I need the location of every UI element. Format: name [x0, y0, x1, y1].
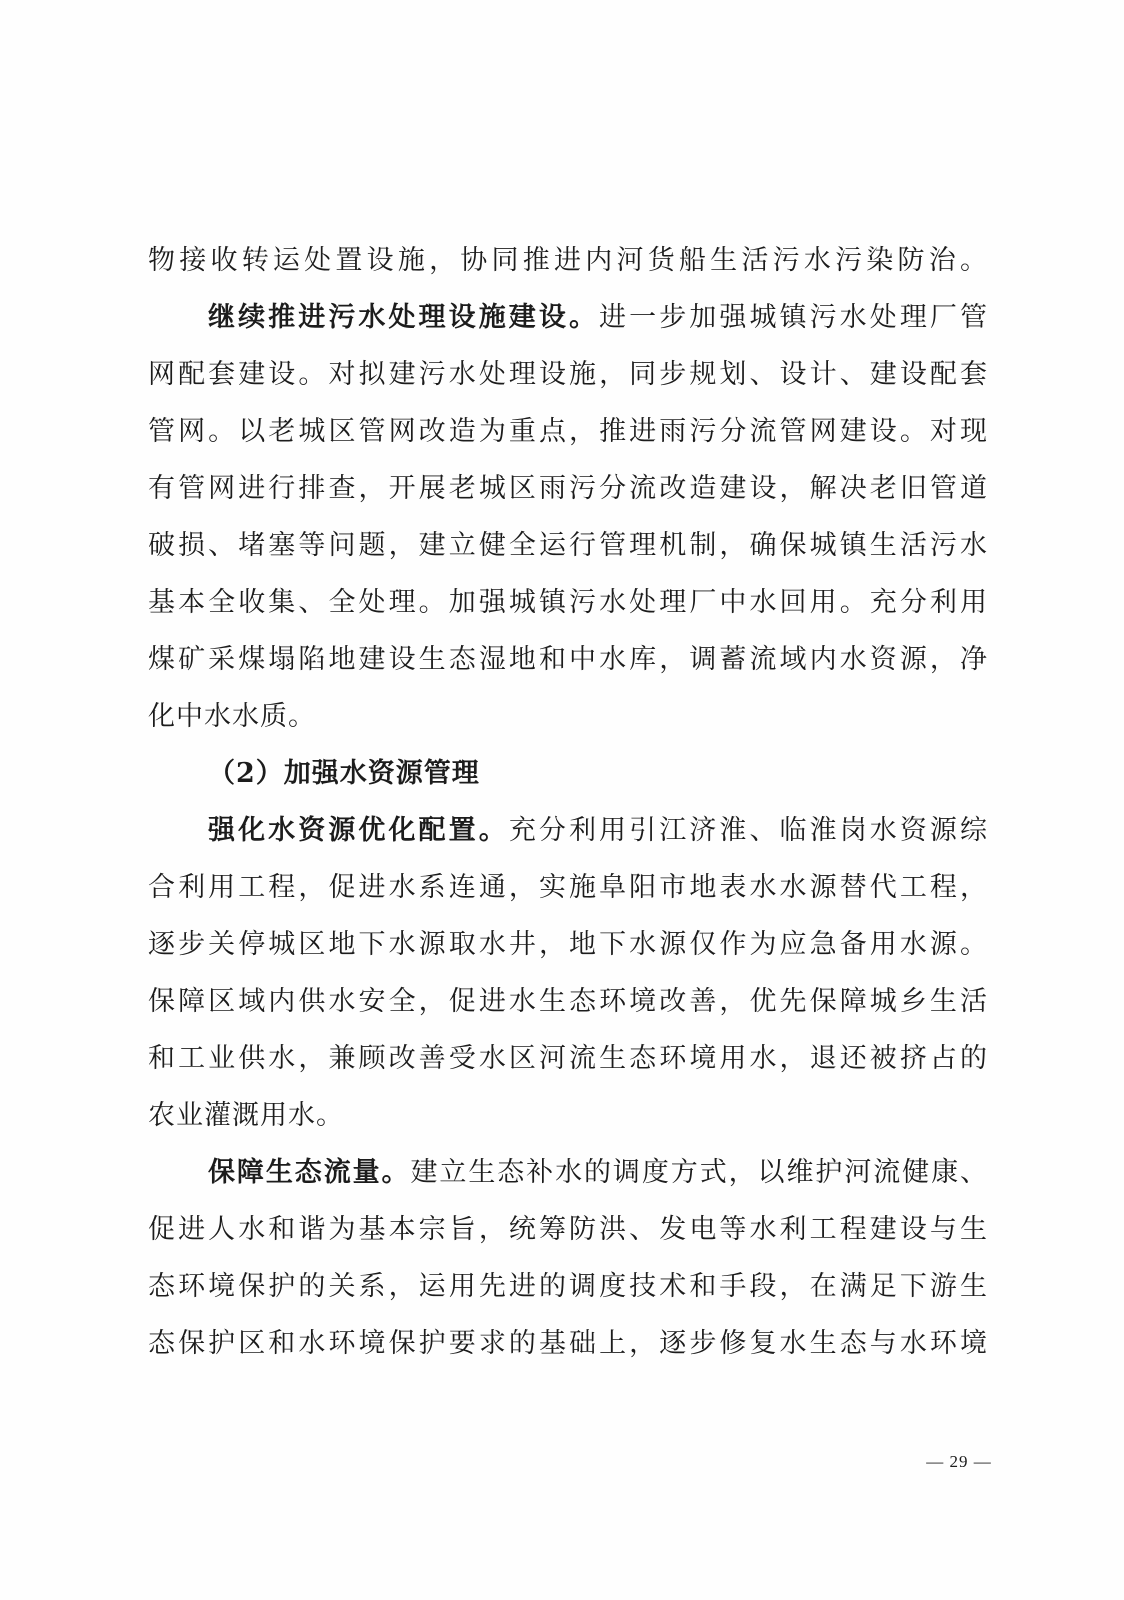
text-line: 态保护区和水环境保护要求的基础上，逐步修复水生态与水环境 — [148, 1328, 988, 1359]
text-line: 有管网进行排查，开展老城区雨污分流改造建设，解决老旧管道 — [148, 473, 988, 504]
text-line: 合利用工程，促进水系连通，实施阜阳市地表水水源替代工程， — [148, 872, 988, 903]
body-text — [148, 232, 988, 1372]
section-heading: （2）加强水资源管理 — [208, 758, 480, 789]
text-line: 管网。以老城区管网改造为重点，推进雨污分流管网建设。对现 — [148, 416, 988, 447]
text-line: 态环境保护的关系，运用先进的调度技术和手段，在满足下游生 — [148, 1271, 988, 1302]
paragraph-lead: 保障生态流量。 — [208, 1157, 411, 1188]
text-line: 和工业供水，兼顾改善受水区河流生态环境用水，退还被挤占的 — [148, 1043, 988, 1074]
paragraph-ecological-flow: 保障生态流量。建立生态补水的调度方式，以维护河流健康、 — [208, 1157, 989, 1188]
text-line: 基本全收集、全处理。加强城镇污水处理厂中水回用。充分利用 — [148, 587, 988, 618]
text-line: 农业灌溉用水。 — [148, 1100, 344, 1131]
page-number: — 29 — — [926, 1452, 992, 1471]
paragraph-sewage-facilities: 继续推进污水处理设施建设。进一步加强城镇污水处理厂管 — [208, 302, 989, 333]
text-line: 破损、堵塞等问题，建立健全运行管理机制，确保城镇生活污水 — [148, 530, 988, 561]
paragraph-lead: 强化水资源优化配置。 — [208, 815, 509, 846]
text-line: 煤矿采煤塌陷地建设生态湿地和中水库，调蓄流域内水资源，净 — [148, 644, 988, 675]
text-line: 保障区域内供水安全，促进水生态环境改善，优先保障城乡生活 — [148, 986, 988, 1017]
text-line: 促进人水和谐为基本宗旨，统筹防洪、发电等水利工程建设与生 — [148, 1214, 988, 1245]
text-line: 逐步关停城区地下水源取水井，地下水源仅作为应急备用水源。 — [148, 929, 988, 960]
text-line: 网配套建设。对拟建污水处理设施，同步规划、设计、建设配套 — [148, 359, 988, 390]
text-line: 物接收转运处置设施，协同推进内河货船生活污水污染防治。 — [148, 245, 988, 276]
paragraph-lead: 继续推进污水处理设施建设。 — [208, 302, 600, 333]
paragraph-water-allocation: 强化水资源优化配置。充分利用引江济淮、临淮岗水资源综 — [208, 815, 989, 846]
text-line: 化中水水质。 — [148, 701, 316, 732]
